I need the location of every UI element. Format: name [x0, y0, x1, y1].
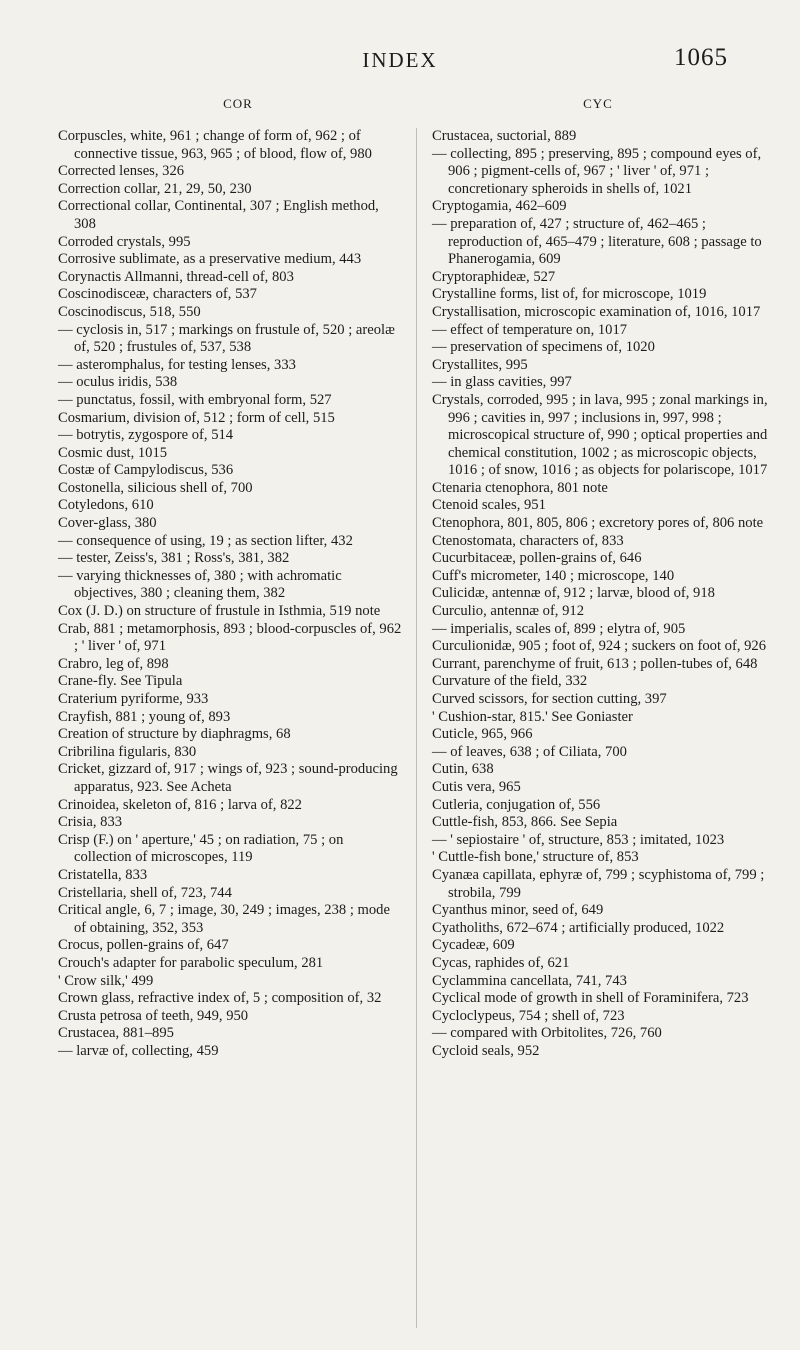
index-entry: Curved scissors, for section cutting, 397 [432, 691, 667, 707]
index-entry: — consequence of using, 19 ; as section lifter, 432 [58, 532, 353, 549]
index-entry: Curculio, antennæ of, 912 [432, 603, 584, 620]
index-entry: Cuttle-fish, 853, 866. See Sepia [432, 814, 618, 831]
index-entry: Crane-fly. See Tipula [58, 673, 183, 690]
index-entry: — asteromphalus, for testing lenses, 333 [58, 356, 296, 373]
index-entry: Curculionidæ, 905 ; foot of, 924 ; suckers on foot of, 926 [432, 638, 767, 655]
index-entry: Crystals, corroded, 995 ; in lava, 995 ; zonal markings in, 996 ; cavities in, 997 ; inclusions in, 997, 998 ; microscopical structure of, 990 ; optical properties and chemical constitution, 1002 ; as microscopic objects, 1016 ; of snow, 1016 ; as objects for polariscope, 1017 [432, 391, 768, 479]
index-entry: Craterium pyriforme, 933 [58, 691, 209, 707]
index-entry: Cutis vera, 965 [432, 778, 521, 795]
index-entry: Cotyledons, 610 [58, 497, 154, 514]
index-entry: Cryptoraphideæ, 527 [432, 268, 556, 285]
index-entry: Cox (J. D.) on structure of frustule in Isthmia, 519 note [58, 603, 381, 620]
index-entry: Cycadeæ, 609 [432, 937, 515, 954]
index-entry: — of leaves, 638 ; of Ciliata, 700 [432, 743, 627, 760]
index-entry: Cyanæa capillata, ephyræ of, 799 ; scyphistoma of, 799 ; strobila, 799 [432, 866, 765, 901]
index-entry: Cyclical mode of growth in shell of Foraminifera, 723 [432, 990, 749, 1007]
index-entry: Cristellaria, shell of, 723, 744 [58, 884, 232, 901]
index-entry: — imperialis, scales of, 899 ; elytra of, 905 [432, 620, 686, 637]
index-entry: — botrytis, zygospore of, 514 [58, 427, 234, 444]
index-entry: Correction collar, 21, 29, 50, 230 [58, 180, 252, 197]
index-entry: Cryptogamia, 462–609 [432, 198, 567, 215]
index-entry: Corroded crystals, 995 [58, 233, 191, 250]
index-entry: — ' sepiostaire ' of, structure, 853 ; imitated, 1023 [432, 831, 725, 848]
index-entry: Crystallisation, microscopic examination of, 1016, 1017 [432, 303, 761, 320]
index-entry: Curvature of the field, 332 [432, 673, 588, 690]
index-entry: Cuff's micrometer, 140 ; microscope, 140 [432, 567, 675, 584]
index-entry: Crystalline forms, list of, for microscope, 1019 [432, 286, 707, 303]
index-entry: — in glass cavities, 997 [432, 374, 572, 391]
page-number: 1065 [674, 44, 728, 71]
index-entry: — collecting, 895 ; preserving, 895 ; compound eyes of, 906 ; pigment-cells of, 967 ; ' liver ' of, 971 ; concretionary spheroids in shells of, 1021 [432, 145, 762, 197]
index-entry: Crustacea, 881–895 [58, 1025, 174, 1042]
index-entry: — tester, Zeiss's, 381 ; Ross's, 381, 382 [58, 550, 290, 567]
index-entry: Cristatella, 833 [58, 866, 148, 883]
index-entry: Ctenaria ctenophora, 801 note [432, 479, 608, 496]
index-entry: — larvæ of, collecting, 459 [58, 1042, 219, 1059]
running-head: INDEX [362, 48, 438, 72]
index-entry: — oculus iridis, 538 [58, 374, 178, 391]
index-entry: Crusta petrosa of teeth, 949, 950 [58, 1007, 249, 1024]
index-entry: — cyclosis in, 517 ; markings on frustule of, 520 ; areolæ of, 520 ; frustules of, 537, 538 [58, 321, 395, 356]
index-entry: — preparation of, 427 ; structure of, 462–465 ; reproduction of, 465–479 ; literature, 608 ; passage to Phanerogamia, 609 [432, 215, 762, 268]
left-column-head: COR [223, 96, 253, 111]
index-entry: Crustacea, suctorial, 889 [432, 128, 577, 144]
index-entry: — compared with Orbitolites, 726, 760 [432, 1025, 662, 1042]
index-entry: Cycloclypeus, 754 ; shell of, 723 [432, 1007, 625, 1024]
right-column [432, 128, 778, 1060]
left-column [58, 128, 404, 1060]
index-entry: Cutin, 638 [432, 761, 494, 778]
index-entry: — punctatus, fossil, with embryonal form, 527 [58, 391, 332, 408]
index-entry: Correctional collar, Continental, 307 ; English method, 308 [58, 198, 379, 232]
right-column-head: CYC [583, 96, 613, 111]
index-entry: Coscinodiscus, 518, 550 [58, 303, 201, 320]
index-entry: Cosmic dust, 1015 [58, 444, 168, 461]
index-entry: ' Cushion-star, 815.' See Goniaster [432, 708, 633, 725]
index-entry: Crab, 881 ; metamorphosis, 893 ; blood-corpuscles of, 962 ; ' liver ' of, 971 [58, 620, 402, 655]
index-entry: Corrected lenses, 326 [58, 163, 185, 180]
index-entry: Cyclammina cancellata, 741, 743 [432, 972, 627, 989]
index-entry: Cyatholiths, 672–674 ; artificially produced, 1022 [432, 919, 725, 936]
index-entry: Cutleria, conjugation of, 556 [432, 796, 601, 813]
index-entry: Cycas, raphides of, 621 [432, 954, 570, 971]
index-entry: Corrosive sublimate, as a preservative medium, 443 [58, 251, 362, 268]
index-entry: Cribrilina figularis, 830 [58, 743, 197, 760]
index-entry: Cover-glass, 380 [58, 515, 157, 532]
index-entry: Costonella, silicious shell of, 700 [58, 479, 253, 496]
index-entry: ' Crow silk,' 499 [58, 972, 154, 989]
index-entry: Cucurbitaceæ, pollen-grains of, 646 [432, 550, 642, 567]
index-entry: Crabro, leg of, 898 [58, 655, 169, 672]
index-entry: — effect of temperature on, 1017 [432, 321, 628, 338]
index-entry: Creation of structure by diaphragms, 68 [58, 726, 291, 743]
index-entry: Ctenoid scales, 951 [432, 497, 546, 514]
index-entry: Corynactis Allmanni, thread-cell of, 803 [58, 268, 294, 285]
column-divider [416, 128, 417, 1328]
index-entry: Currant, parenchyme of fruit, 613 ; pollen-tubes of, 648 [432, 655, 758, 672]
index-entry: Corpuscles, white, 961 ; change of form of, 962 ; of connective tissue, 963, 965 ; of blood, flow of, 980 [58, 128, 372, 162]
index-entry: Culicidæ, antennæ of, 912 ; larvæ, blood of, 918 [432, 585, 715, 602]
index-entry: Ctenostomata, characters of, 833 [432, 532, 624, 549]
index-entry: Crinoidea, skeleton of, 816 ; larva of, 822 [58, 796, 302, 813]
index-entry: Crouch's adapter for parabolic speculum, 281 [58, 954, 324, 971]
index-entry: Cycloid seals, 952 [432, 1042, 540, 1059]
index-entry: Cricket, gizzard of, 917 ; wings of, 923 ; sound-producing apparatus, 923. See Acheta [58, 761, 398, 795]
index-entry: Crisia, 833 [58, 814, 123, 831]
index-entry: Crisp (F.) on ' aperture,' 45 ; on radiation, 75 ; on collection of microscopes, 119 [58, 831, 344, 866]
index-entry: — varying thicknesses of, 380 ; with achromatic objectives, 380 ; cleaning them, 382 [58, 567, 342, 602]
index-entry: — preservation of specimens of, 1020 [432, 339, 655, 356]
index-entry: Crystallites, 995 [432, 356, 528, 373]
index-entry: Cuticle, 965, 966 [432, 726, 533, 743]
index-entry: Coscinodisceæ, characters of, 537 [58, 286, 257, 303]
index-entry: Ctenophora, 801, 805, 806 ; excretory pores of, 806 note [432, 515, 764, 532]
index-entry: ' Cuttle-fish bone,' structure of, 853 [432, 849, 639, 866]
index-entry: Cosmarium, division of, 512 ; form of cell, 515 [58, 409, 335, 426]
index-entry: Crown glass, refractive index of, 5 ; composition of, 32 [58, 990, 382, 1007]
index-entry: Crayfish, 881 ; young of, 893 [58, 708, 231, 725]
index-entry: Costæ of Campylodiscus, 536 [58, 462, 234, 479]
index-entry: Crocus, pollen-grains of, 647 [58, 937, 229, 954]
index-entry: Critical angle, 6, 7 ; image, 30, 249 ; images, 238 ; mode of obtaining, 352, 353 [58, 902, 390, 936]
index-entry: Cyanthus minor, seed of, 649 [432, 902, 604, 919]
